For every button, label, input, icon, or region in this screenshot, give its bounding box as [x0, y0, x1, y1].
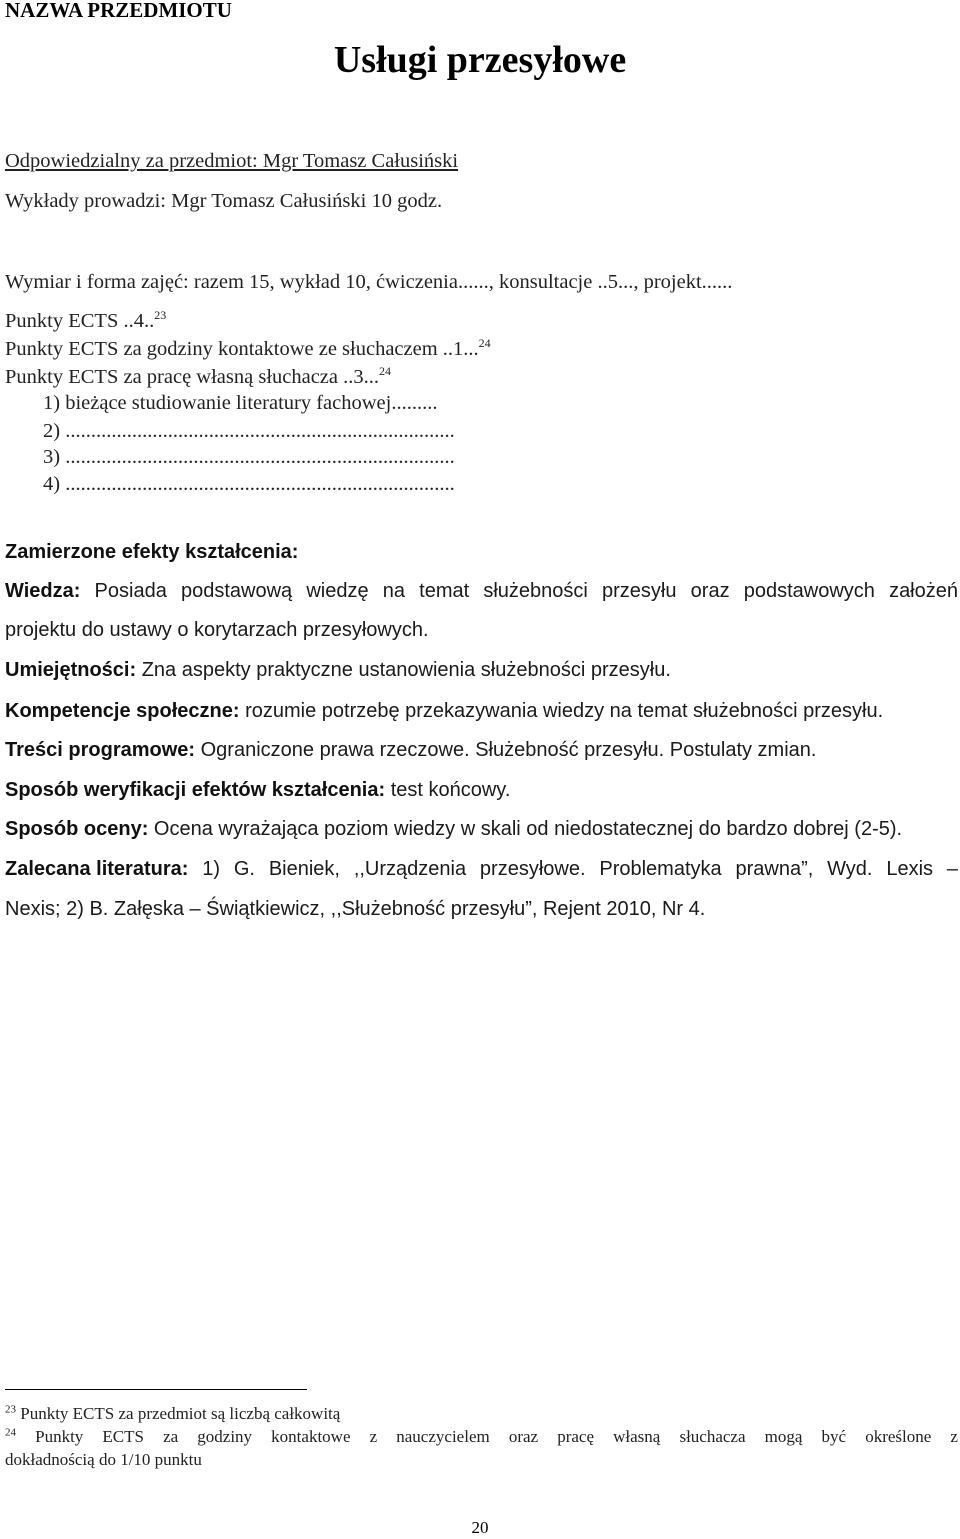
social-text: rozumie potrzebę przekazywania wiedzy na temat służebności przesyłu. — [239, 700, 884, 722]
footnote-separator — [5, 1389, 307, 1390]
social-competence-line — [5, 700, 883, 723]
word: mogą — [764, 1427, 803, 1446]
grading-label: Sposób oceny: — [5, 818, 149, 840]
footnote-ref-23: 23 — [154, 308, 167, 323]
word: Wyd. — [827, 858, 873, 880]
word: słuchacza — [679, 1427, 746, 1446]
ects-contact-line — [5, 338, 491, 361]
word: oraz — [508, 1427, 539, 1446]
word: ,,Urządzenia — [353, 858, 467, 880]
verification-label: Sposób weryfikacji efektów kształcenia: — [5, 779, 386, 801]
word: z — [950, 1427, 958, 1446]
footnote-mark-wrap — [5, 1427, 16, 1447]
word: z — [369, 1427, 378, 1446]
word: za — [163, 1427, 179, 1446]
verification-line — [5, 779, 510, 802]
verification-text: test końcowy. — [385, 779, 511, 801]
word: oraz — [690, 580, 730, 602]
own-work-item: 2) ............................................................................ — [43, 420, 455, 442]
skills-text: Zna aspekty praktyczne ustanowienia służebności przesyłu. — [136, 659, 671, 681]
word: nauczycielem — [396, 1427, 490, 1446]
knowledge-continuation: projektu do ustawy o korytarzach przesyłowych. — [5, 619, 429, 641]
skills-line — [5, 659, 671, 682]
ects-contact-text: Punkty ECTS za godziny kontaktowe ze słuchaczem ..1... — [5, 338, 479, 360]
social-label: Kompetencje społeczne: — [5, 700, 240, 722]
skills-label: Umiejętności: — [5, 659, 137, 681]
word: temat — [419, 580, 470, 602]
lecturer-line: Wykłady prowadzi: Mgr Tomasz Całusiński 10 godz. — [5, 190, 443, 212]
grading-line — [5, 818, 902, 841]
footnote-24-continuation: dokładnością do 1/10 punktu — [5, 1450, 202, 1469]
word: być — [821, 1427, 847, 1446]
content-text: Ograniczone prawa rzeczowe. Służebność przesyłu. Postulaty zmian. — [195, 739, 817, 761]
word: 1) — [202, 858, 221, 880]
course-title: Usługi przesyłowe — [333, 39, 627, 81]
word: Lexis — [886, 858, 934, 880]
word: – — [946, 858, 958, 880]
word: własną — [613, 1427, 661, 1446]
hours-line: Wymiar i forma zajęć: razem 15, wykład 10, ćwiczenia......, konsultacje ..5..., projekt...... — [5, 271, 733, 293]
footnote-ref-24: 24 — [478, 336, 491, 351]
program-content-line — [5, 739, 816, 762]
footnote-mark: 23 — [5, 1403, 16, 1416]
word: na — [382, 580, 405, 602]
literature-label: Zalecana literatura: — [5, 858, 189, 880]
content-label: Treści programowe: — [5, 739, 196, 761]
word: pracę — [557, 1427, 595, 1446]
footnote-text: Punkty ECTS za przedmiot są liczbą całkowitą — [16, 1404, 341, 1423]
own-work-item: 1) bieżące studiowanie literatury fachowej......... — [43, 392, 438, 414]
own-work-item: 4) ............................................................................ — [43, 473, 455, 495]
word: Problematyka — [599, 858, 722, 880]
word: określone — [865, 1427, 932, 1446]
literature-continuation: Nexis; 2) B. Załęska – Świątkiewicz, ,,Służebność przesyłu”, Rejent 2010, Nr 4. — [5, 898, 706, 920]
knowledge-label: Wiedza: — [5, 580, 81, 602]
footnote-ref-24: 24 — [379, 364, 392, 379]
footnote-24 — [5, 1427, 958, 1447]
word: przesyłowe. — [479, 858, 586, 880]
footnote-23 — [5, 1404, 340, 1424]
word: przesyłu — [602, 580, 677, 602]
ects-total-text: Punkty ECTS ..4.. — [5, 310, 155, 332]
grading-text: Ocena wyrażająca poziom wiedzy w skali od niedostatecznej do bardzo dobrej (2-5). — [148, 818, 903, 840]
word: służebności — [483, 580, 588, 602]
literature-line — [5, 858, 958, 881]
word: podstawowych — [743, 580, 875, 602]
word: podstawową — [180, 580, 293, 602]
word: wiedzę — [306, 580, 369, 602]
word: Posiada — [94, 580, 167, 602]
word: prawna”, — [735, 858, 814, 880]
ects-total-line — [5, 310, 166, 333]
word: Bieniek, — [268, 858, 340, 880]
responsible-person: Odpowiedzialny za przedmiot: Mgr Tomasz Całusiński — [5, 150, 459, 172]
word: G. — [233, 858, 255, 880]
word: ECTS — [102, 1427, 144, 1446]
page-number: 20 — [471, 1518, 489, 1537]
word: kontaktowe — [271, 1427, 351, 1446]
word: godziny — [197, 1427, 253, 1446]
footnote-mark: 24 — [5, 1426, 16, 1439]
outcomes-heading: Zamierzone efekty kształcenia: — [5, 541, 299, 563]
own-work-item: 3) ............................................................................ — [43, 446, 455, 468]
word: Punkty — [35, 1427, 84, 1446]
ects-own-text: Punkty ECTS za pracę własną słuchacza ..3... — [5, 366, 380, 388]
subject-label: NAZWA PRZEDMIOTU — [5, 0, 232, 22]
word: założeń — [889, 580, 958, 602]
ects-own-line — [5, 366, 391, 389]
knowledge-line — [5, 580, 958, 603]
